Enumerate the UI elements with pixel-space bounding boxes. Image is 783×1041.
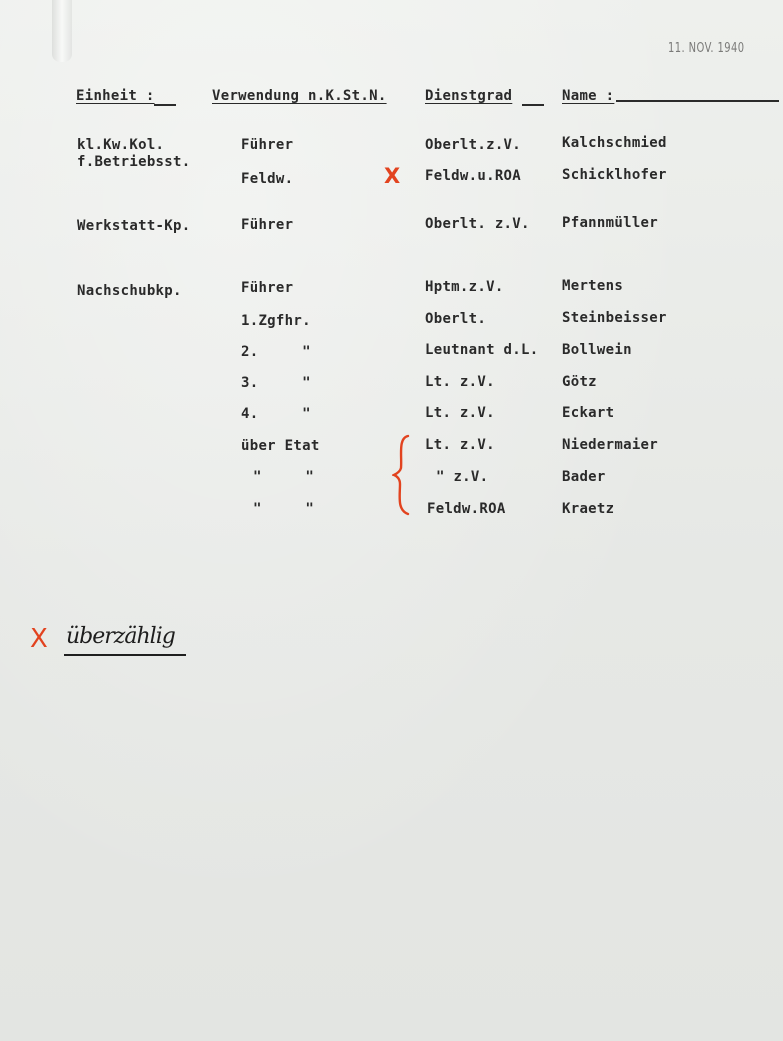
dienstgrad-cell: Lt. z.V. bbox=[425, 374, 495, 390]
header-dienstgrad: Dienstgrad bbox=[425, 88, 513, 104]
dienstgrad-cell: Feldw.ROA bbox=[427, 501, 506, 517]
name-cell: Steinbeisser bbox=[562, 310, 667, 326]
dienstgrad-cell: Hptm.z.V. bbox=[425, 279, 504, 295]
einheit-label: Werkstatt-Kp. bbox=[77, 218, 191, 234]
paper-fold bbox=[52, 0, 72, 62]
dienstgrad-cell: Oberlt.z.V. bbox=[425, 137, 522, 153]
dienstgrad-cell: Lt. z.V. bbox=[425, 437, 495, 453]
handwritten-note: überzählig bbox=[66, 624, 175, 649]
header-rule-dienstgrad bbox=[522, 104, 544, 106]
header-rule-einheit bbox=[154, 104, 176, 106]
name-cell: Eckart bbox=[562, 405, 615, 421]
verwendung-cell: 4. " bbox=[241, 406, 311, 422]
einheit-label: Nachschubkp. bbox=[77, 283, 182, 299]
header-einheit: Einheit : bbox=[76, 88, 155, 104]
dienstgrad-cell: Oberlt. z.V. bbox=[425, 216, 530, 232]
einheit-label: kl.Kw.Kol. bbox=[77, 137, 165, 153]
verwendung-cell: Führer bbox=[241, 217, 294, 233]
name-cell: Schicklhofer bbox=[562, 167, 667, 183]
header-rule-name bbox=[616, 100, 779, 102]
name-cell: Mertens bbox=[562, 278, 624, 294]
verwendung-cell: " " bbox=[253, 501, 315, 517]
dienstgrad-cell: Lt. z.V. bbox=[425, 405, 495, 421]
name-cell: Niedermaier bbox=[562, 437, 659, 453]
dienstgrad-cell: Oberlt. bbox=[425, 311, 487, 327]
verwendung-cell: über Etat bbox=[241, 438, 320, 454]
red-x-mark: X bbox=[384, 164, 401, 188]
header-name: Name : bbox=[562, 88, 615, 104]
dienstgrad-cell: Leutnant d.L. bbox=[425, 342, 539, 358]
verwendung-cell: Führer bbox=[241, 137, 294, 153]
name-cell: Bader bbox=[562, 469, 606, 485]
verwendung-cell: Feldw. bbox=[241, 171, 294, 187]
verwendung-cell: 3. " bbox=[241, 375, 311, 391]
name-cell: Pfannmüller bbox=[562, 215, 659, 231]
verwendung-cell: 2. " bbox=[241, 344, 311, 360]
red-brace-mark bbox=[392, 434, 414, 516]
dienstgrad-cell: " z.V. bbox=[436, 469, 489, 485]
red-x-mark: X bbox=[30, 624, 48, 654]
name-cell: Bollwein bbox=[562, 342, 632, 358]
verwendung-cell: Führer bbox=[241, 280, 294, 296]
verwendung-cell: " " bbox=[253, 469, 315, 485]
name-cell: Götz bbox=[562, 374, 597, 390]
handwritten-underline bbox=[64, 654, 186, 656]
verwendung-cell: 1.Zgfhr. bbox=[241, 313, 311, 329]
dienstgrad-cell: Feldw.u.ROA bbox=[425, 168, 522, 184]
name-cell: Kraetz bbox=[562, 501, 615, 517]
einheit-label: f.Betriebsst. bbox=[77, 154, 191, 170]
date-stamp: 11. NOV. 1940 bbox=[668, 41, 745, 56]
header-verwendung: Verwendung n.K.St.N. bbox=[212, 88, 387, 104]
name-cell: Kalchschmied bbox=[562, 135, 667, 151]
